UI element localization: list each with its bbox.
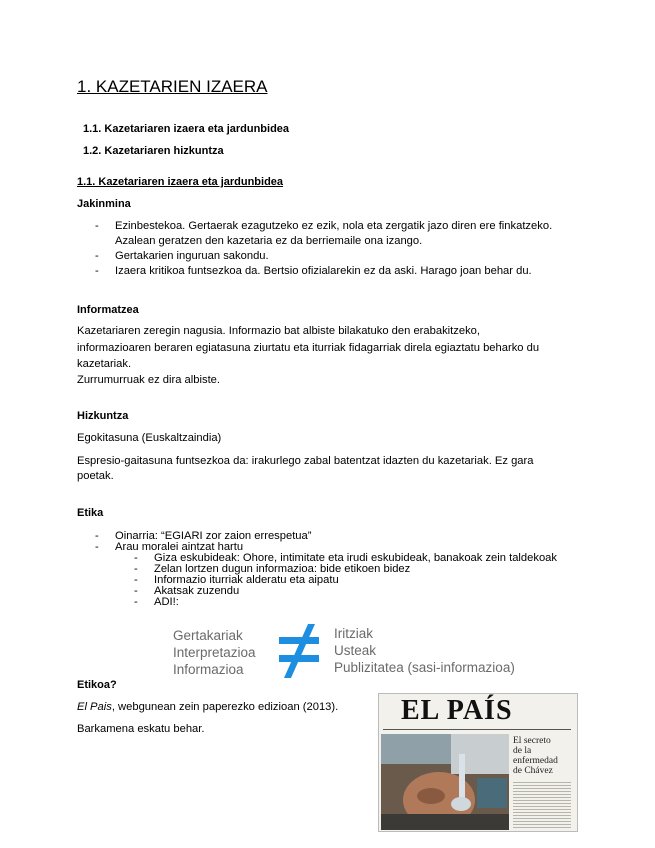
informatzea-line-2: informazioaren beraren egiatasuna ziurtatu eta iturriak fidagarriak direla egiaztatu beharko du [77,342,540,354]
jakinmina-bullet-1-cont: Azalean geratzen den kazetaria ez da berriemaile ona izango. [115,235,423,247]
etikoa-heading: Etikoa? [77,679,117,691]
toc-item-1: 1.1. Kazetariaren izaera eta jardunbidea [83,123,290,135]
etika-heading: Etika [77,507,104,519]
etika-list: - Oinarria: “EGIARI zor zaion errespetua” - Arau moralei aintzat hartu [95,530,312,553]
newspaper-headline-1: El secreto [513,736,551,746]
hizkuntza-heading: Hizkuntza [77,410,129,422]
newspaper-masthead: EL PAÍS [401,695,513,726]
diagram-right [334,625,515,676]
diagram-right-2: Usteak [334,643,377,658]
not-equal-icon [277,622,321,680]
hizkuntza-para-1: Espresio-gaitasuna funtsezkoa da: irakurlego zabal batentzat idazten du kazetariak. Ez gara [77,455,534,467]
etika-sub-1: Giza eskubideak: Ohore, intimitate eta irudi eskubideak, banakoak zein taldekoak [154,552,557,564]
etika-sub-2: Zelan lortzen dugun informazioa: bide etikoen bidez [154,563,411,575]
diagram-right-3: Publizitatea (sasi-informazioa) [334,660,515,675]
jakinmina-bullet-1: Ezinbestekoa. Gertaerak ezagutzeko ez ezik, nola eta zergatik jazo diren ere finkatzeko. [115,220,553,232]
diagram-left-3: Informazioa [173,662,244,677]
newspaper-column-text [513,780,571,828]
etika-sub-4: Akatsak zuzendu [154,585,240,597]
etika-bullet-2: Arau moralei aintzat hartu [115,541,244,553]
etika-sub-5: ADI!: [154,596,179,608]
hizkuntza-para-2: poetak. [77,470,114,482]
photo-patient [381,734,509,830]
toc-item-2: 1.2. Kazetariaren hizkuntza [83,145,224,157]
newspaper-headline-2: de la [513,746,532,756]
etika-sublist: - Giza eskubideak: Ohore, intimitate eta irudi eskubideak, banakoak zein taldekoak - Zelan lortzen dugun informazioa: bide etikoen bidez - Informazio iturriak alderatu eta aipatu - Akatsak zuzendu - ADI!: [134,552,557,608]
diagram-left [173,627,256,678]
jakinmina-bullet-2: Gertakarien inguruan sakondu. [115,250,269,262]
diagram-right-1: Iritziak [334,626,374,641]
el-pais-name: El Pais [77,701,112,713]
section-title: 1.1. Kazetariaren izaera eta jardunbidea [77,176,284,188]
diagram-left-1: Gertakariak [173,628,243,643]
newspaper-headline [513,736,575,776]
hizkuntza-line-1: Egokitasuna (Euskaltzaindia) [77,432,222,444]
page-title: 1. KAZETARIEN IZAERA [77,77,268,96]
diagram-left-2: Interpretazioa [173,645,256,660]
jakinmina-list: - Ezinbestekoa. Gertaerak ezagutzeko ez ezik, nola eta zergatik jazo diren ere finkatzeko. Azalean geratzen den kazetaria ez da berriemaile ona izango. - Gertakarien inguruan sakondu. - Izaera kritikoa funtsezkoa da. Bertsio ofizialarekin ez da aski. Harago joan behar du. [95,219,615,289]
jakinmina-bullet-3: Izaera kritikoa funtsezkoa da. Bertsio ofizialarekin ez da aski. Harago joan behar du. [115,265,532,277]
etika-sub-3: Informazio iturriak alderatu eta aipatu [154,574,339,586]
etikoa-line-1 [77,699,338,716]
informatzea-line-4: Zurrumurruak ez dira albiste. [77,374,221,386]
informatzea-line-1: Kazetariaren zeregin nagusia. Informazio bat albiste bilakatuko den erabakitzeko, [77,325,480,337]
newspaper-image [378,693,578,832]
informatzea-heading: Informatzea [77,304,139,316]
jakinmina-heading: Jakinmina [77,198,131,210]
etikoa-line-1-rest: , webgunean zein paperezko edizioan (2013). [111,701,339,713]
etika-bullet-1: Oinarria: “EGIARI zor zaion errespetua” [115,530,312,542]
informatzea-line-3: kazetariak. [77,358,132,370]
etikoa-line-2: Barkamena eskatu behar. [77,723,205,735]
newspaper-headline-4: de Chávez [513,766,553,776]
newspaper-headline-3: enfermedad [513,756,558,766]
